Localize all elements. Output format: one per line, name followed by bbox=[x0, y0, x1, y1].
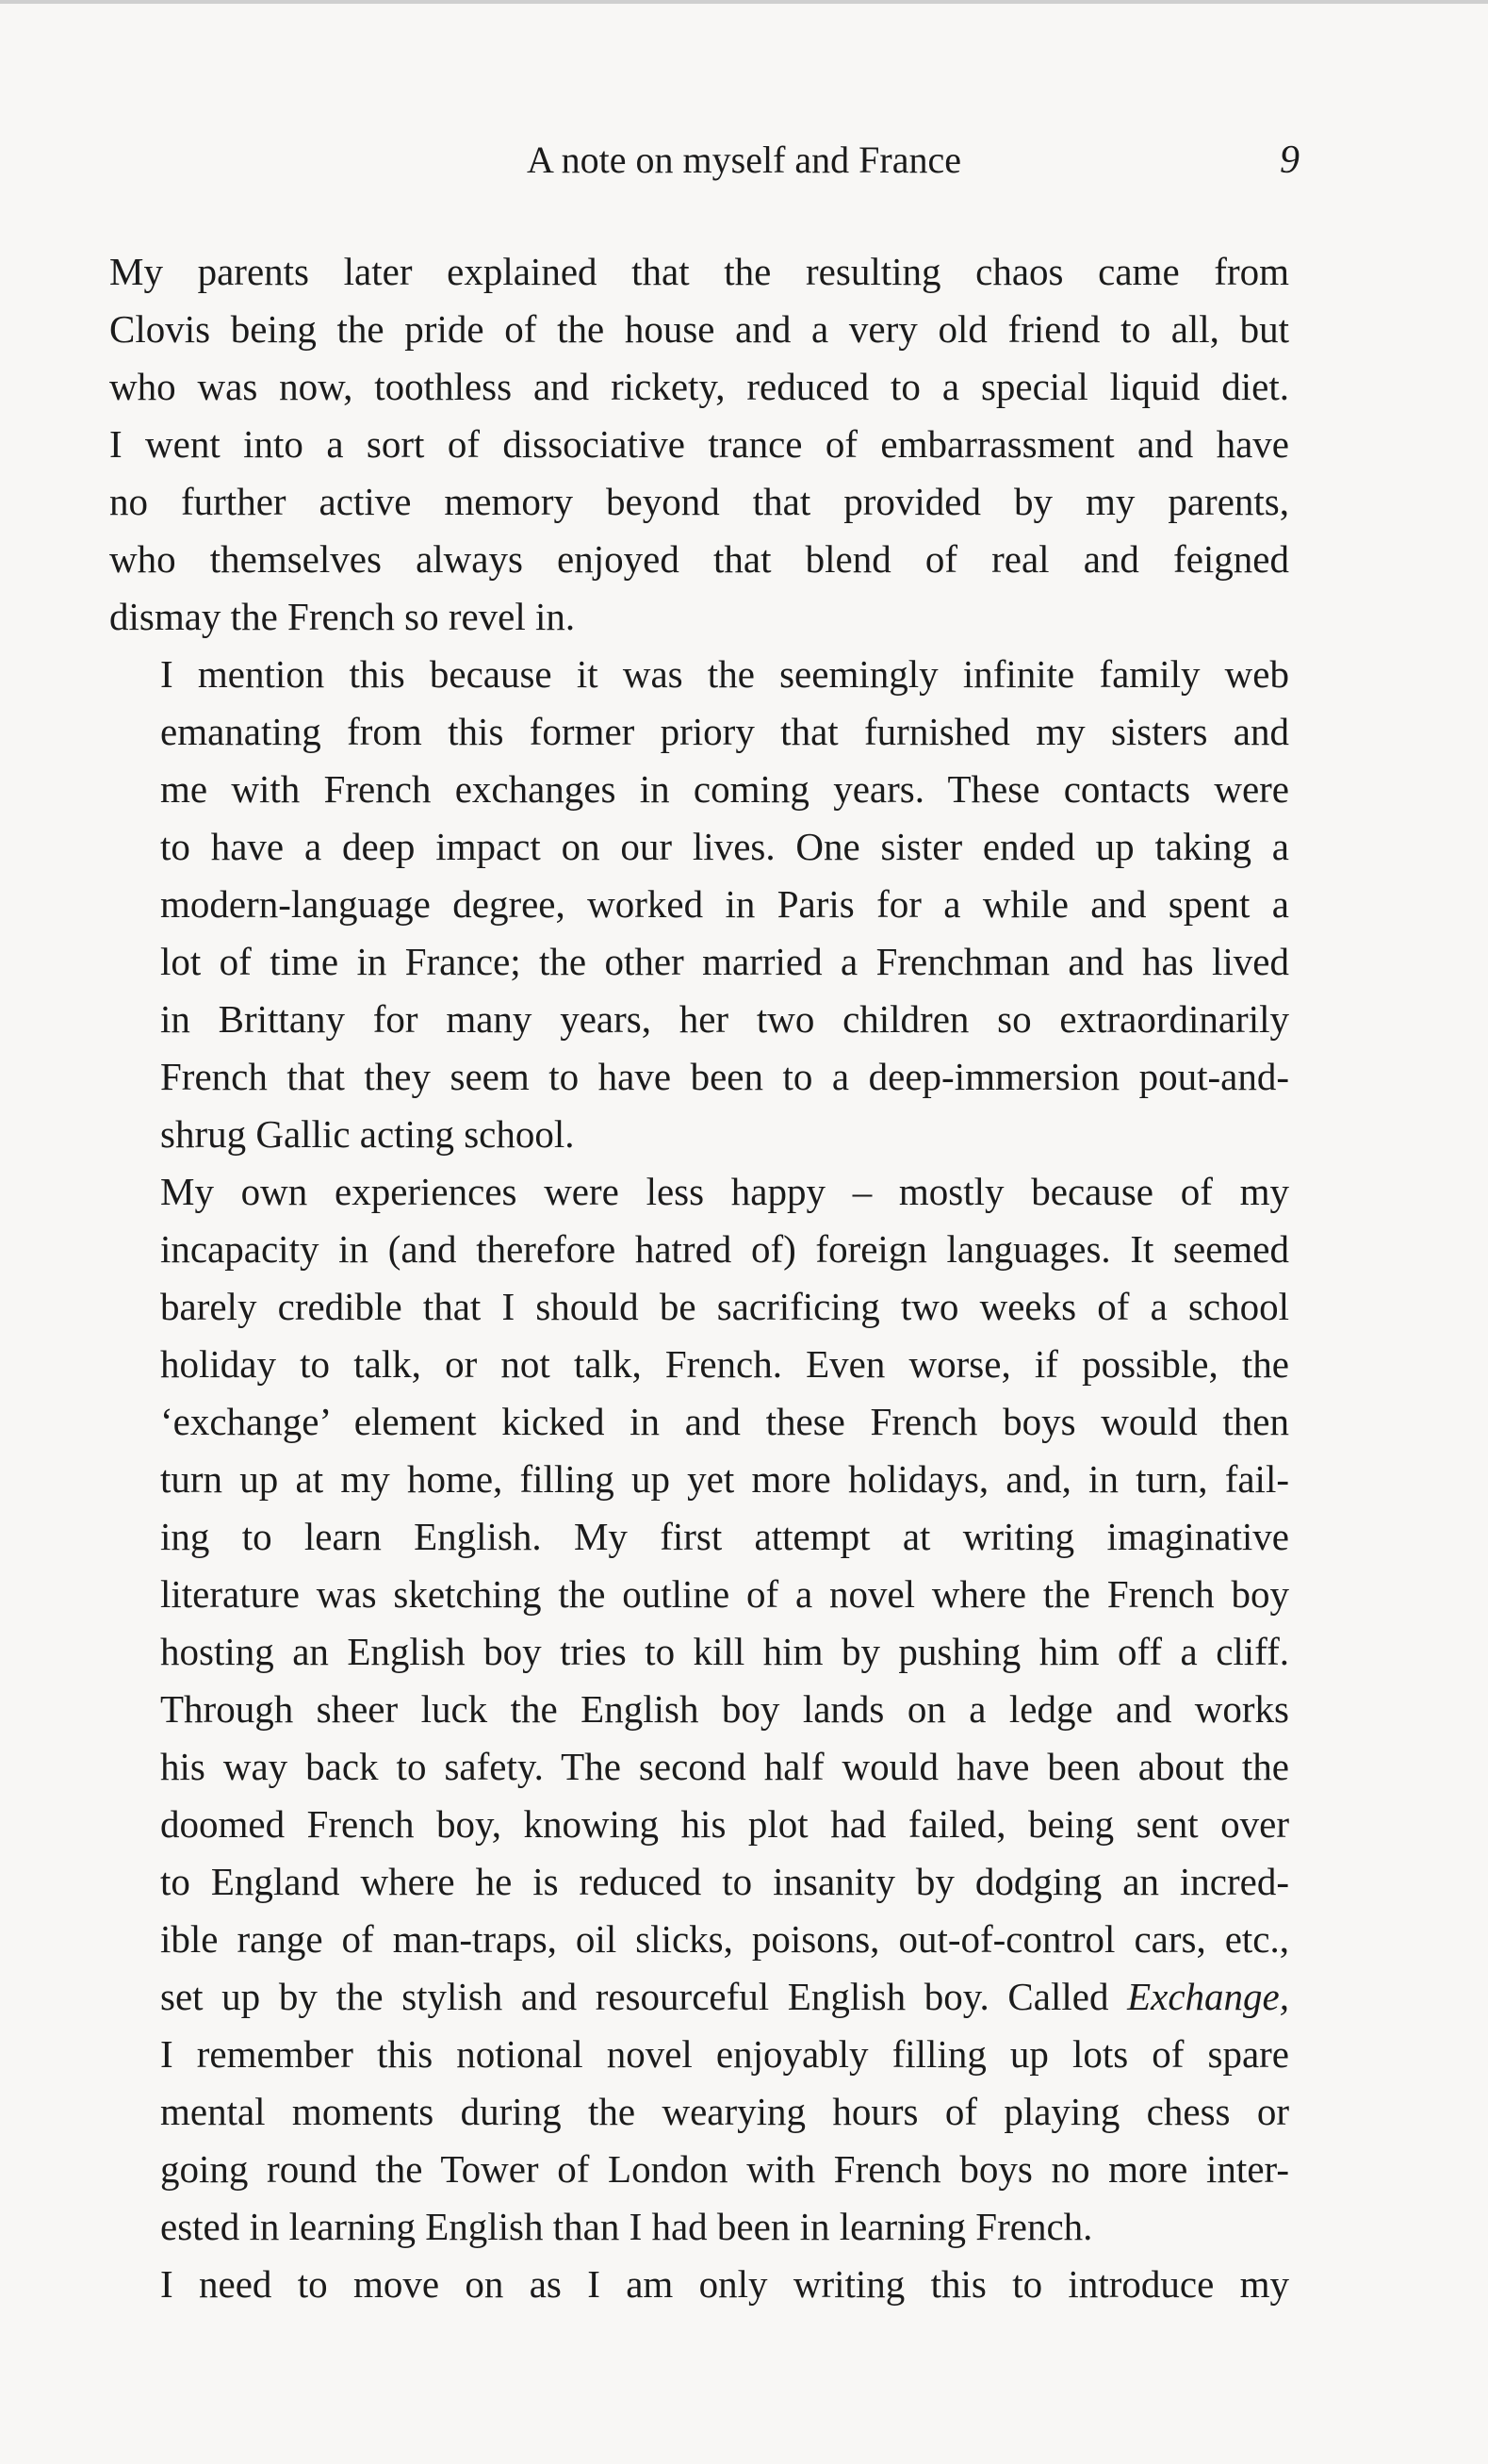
paragraph bbox=[109, 646, 1289, 1163]
text-line: Clovis being the pride of the house and a very old friend to all, but bbox=[109, 307, 1289, 351]
text-line: My parents later explained that the resulting chaos came from bbox=[109, 250, 1289, 293]
text-line: to England where he is reduced to insanity by dodging an incred- bbox=[160, 1860, 1289, 1903]
text-line: lot of time in France; the other married a Frenchman and has lived bbox=[160, 940, 1289, 983]
text-line: who themselves always enjoyed that blend of real and feigned bbox=[109, 537, 1289, 581]
text-line: incapacity in (and therefore hatred of) foreign languages. It seemed bbox=[160, 1227, 1289, 1271]
text-line: modern-language degree, worked in Paris for a while and spent a bbox=[160, 882, 1289, 926]
text-line: holiday to talk, or not talk, French. Even worse, if possible, the bbox=[160, 1342, 1289, 1386]
paragraph bbox=[109, 1163, 1289, 2256]
text-line: ested in learning English than I had been in learning French. bbox=[160, 2205, 1093, 2248]
paragraph bbox=[109, 243, 1289, 646]
text-line: to have a deep impact on our lives. One sister ended up taking a bbox=[160, 825, 1289, 868]
text-line: in Brittany for many years, her two children so extraordinarily bbox=[160, 997, 1289, 1041]
text-line-with-title bbox=[109, 1968, 1289, 2026]
text-line: dismay the French so revel in. bbox=[109, 595, 576, 638]
text-line: shrug Gallic acting school. bbox=[160, 1112, 575, 1156]
text-line: doomed French boy, knowing his plot had failed, being sent over bbox=[160, 1802, 1289, 1846]
running-head-title: A note on myself and France bbox=[527, 139, 961, 181]
text-line: no further active memory beyond that provided by my parents, bbox=[109, 480, 1289, 523]
text-line: set up by the stylish and resourceful English boy. Called bbox=[160, 1975, 1128, 2018]
text-line: who was now, toothless and rickety, reduced to a special liquid diet. bbox=[109, 365, 1289, 408]
body-text bbox=[109, 243, 1289, 2313]
text-line: turn up at my home, filling up yet more holidays, and, in turn, fail- bbox=[160, 1457, 1289, 1501]
text-line: his way back to safety. The second half would have been about the bbox=[160, 1745, 1289, 1788]
text-line: I need to move on as I am only writing this to introduce my bbox=[160, 2262, 1289, 2306]
text-line: My own experiences were less happy – mostly because of my bbox=[160, 1170, 1289, 1213]
text-line: French that they seem to have been to a deep-immersion pout-and- bbox=[160, 1055, 1289, 1098]
text-line: barely credible that I should be sacrificing two weeks of a school bbox=[160, 1285, 1289, 1328]
text-line: ible range of man-traps, oil slicks, poisons, out-of-control cars, etc., bbox=[160, 1917, 1289, 1961]
text-line: emanating from this former priory that furnished my sisters and bbox=[160, 710, 1289, 753]
text-line: literature was sketching the outline of a novel where the French boy bbox=[160, 1572, 1289, 1616]
page-number: 9 bbox=[1280, 139, 1300, 182]
book-title: Exchange, bbox=[1127, 1975, 1289, 2018]
text-line: me with French exchanges in coming years. These contacts were bbox=[160, 767, 1289, 811]
text-line: I went into a sort of dissociative trance of embarrassment and have bbox=[109, 422, 1289, 466]
running-head bbox=[0, 132, 1488, 189]
text-line: ing to learn English. My first attempt at writing imaginative bbox=[160, 1515, 1289, 1558]
text-line: I remember this notional novel enjoyably filling up lots of spare bbox=[160, 2032, 1289, 2076]
text-line: ‘exchange’ element kicked in and these French boys would then bbox=[160, 1400, 1289, 1443]
text-line: Through sheer luck the English boy lands on a ledge and works bbox=[160, 1687, 1289, 1731]
page-edge bbox=[0, 0, 1488, 4]
text-line: going round the Tower of London with French boys no more inter- bbox=[160, 2147, 1289, 2191]
text-line: mental moments during the wearying hours of playing chess or bbox=[160, 2090, 1289, 2133]
text-line: hosting an English boy tries to kill him by pushing him off a cliff. bbox=[160, 1630, 1289, 1673]
paragraph bbox=[109, 2256, 1289, 2313]
text-line: I mention this because it was the seemingly infinite family web bbox=[160, 652, 1289, 696]
